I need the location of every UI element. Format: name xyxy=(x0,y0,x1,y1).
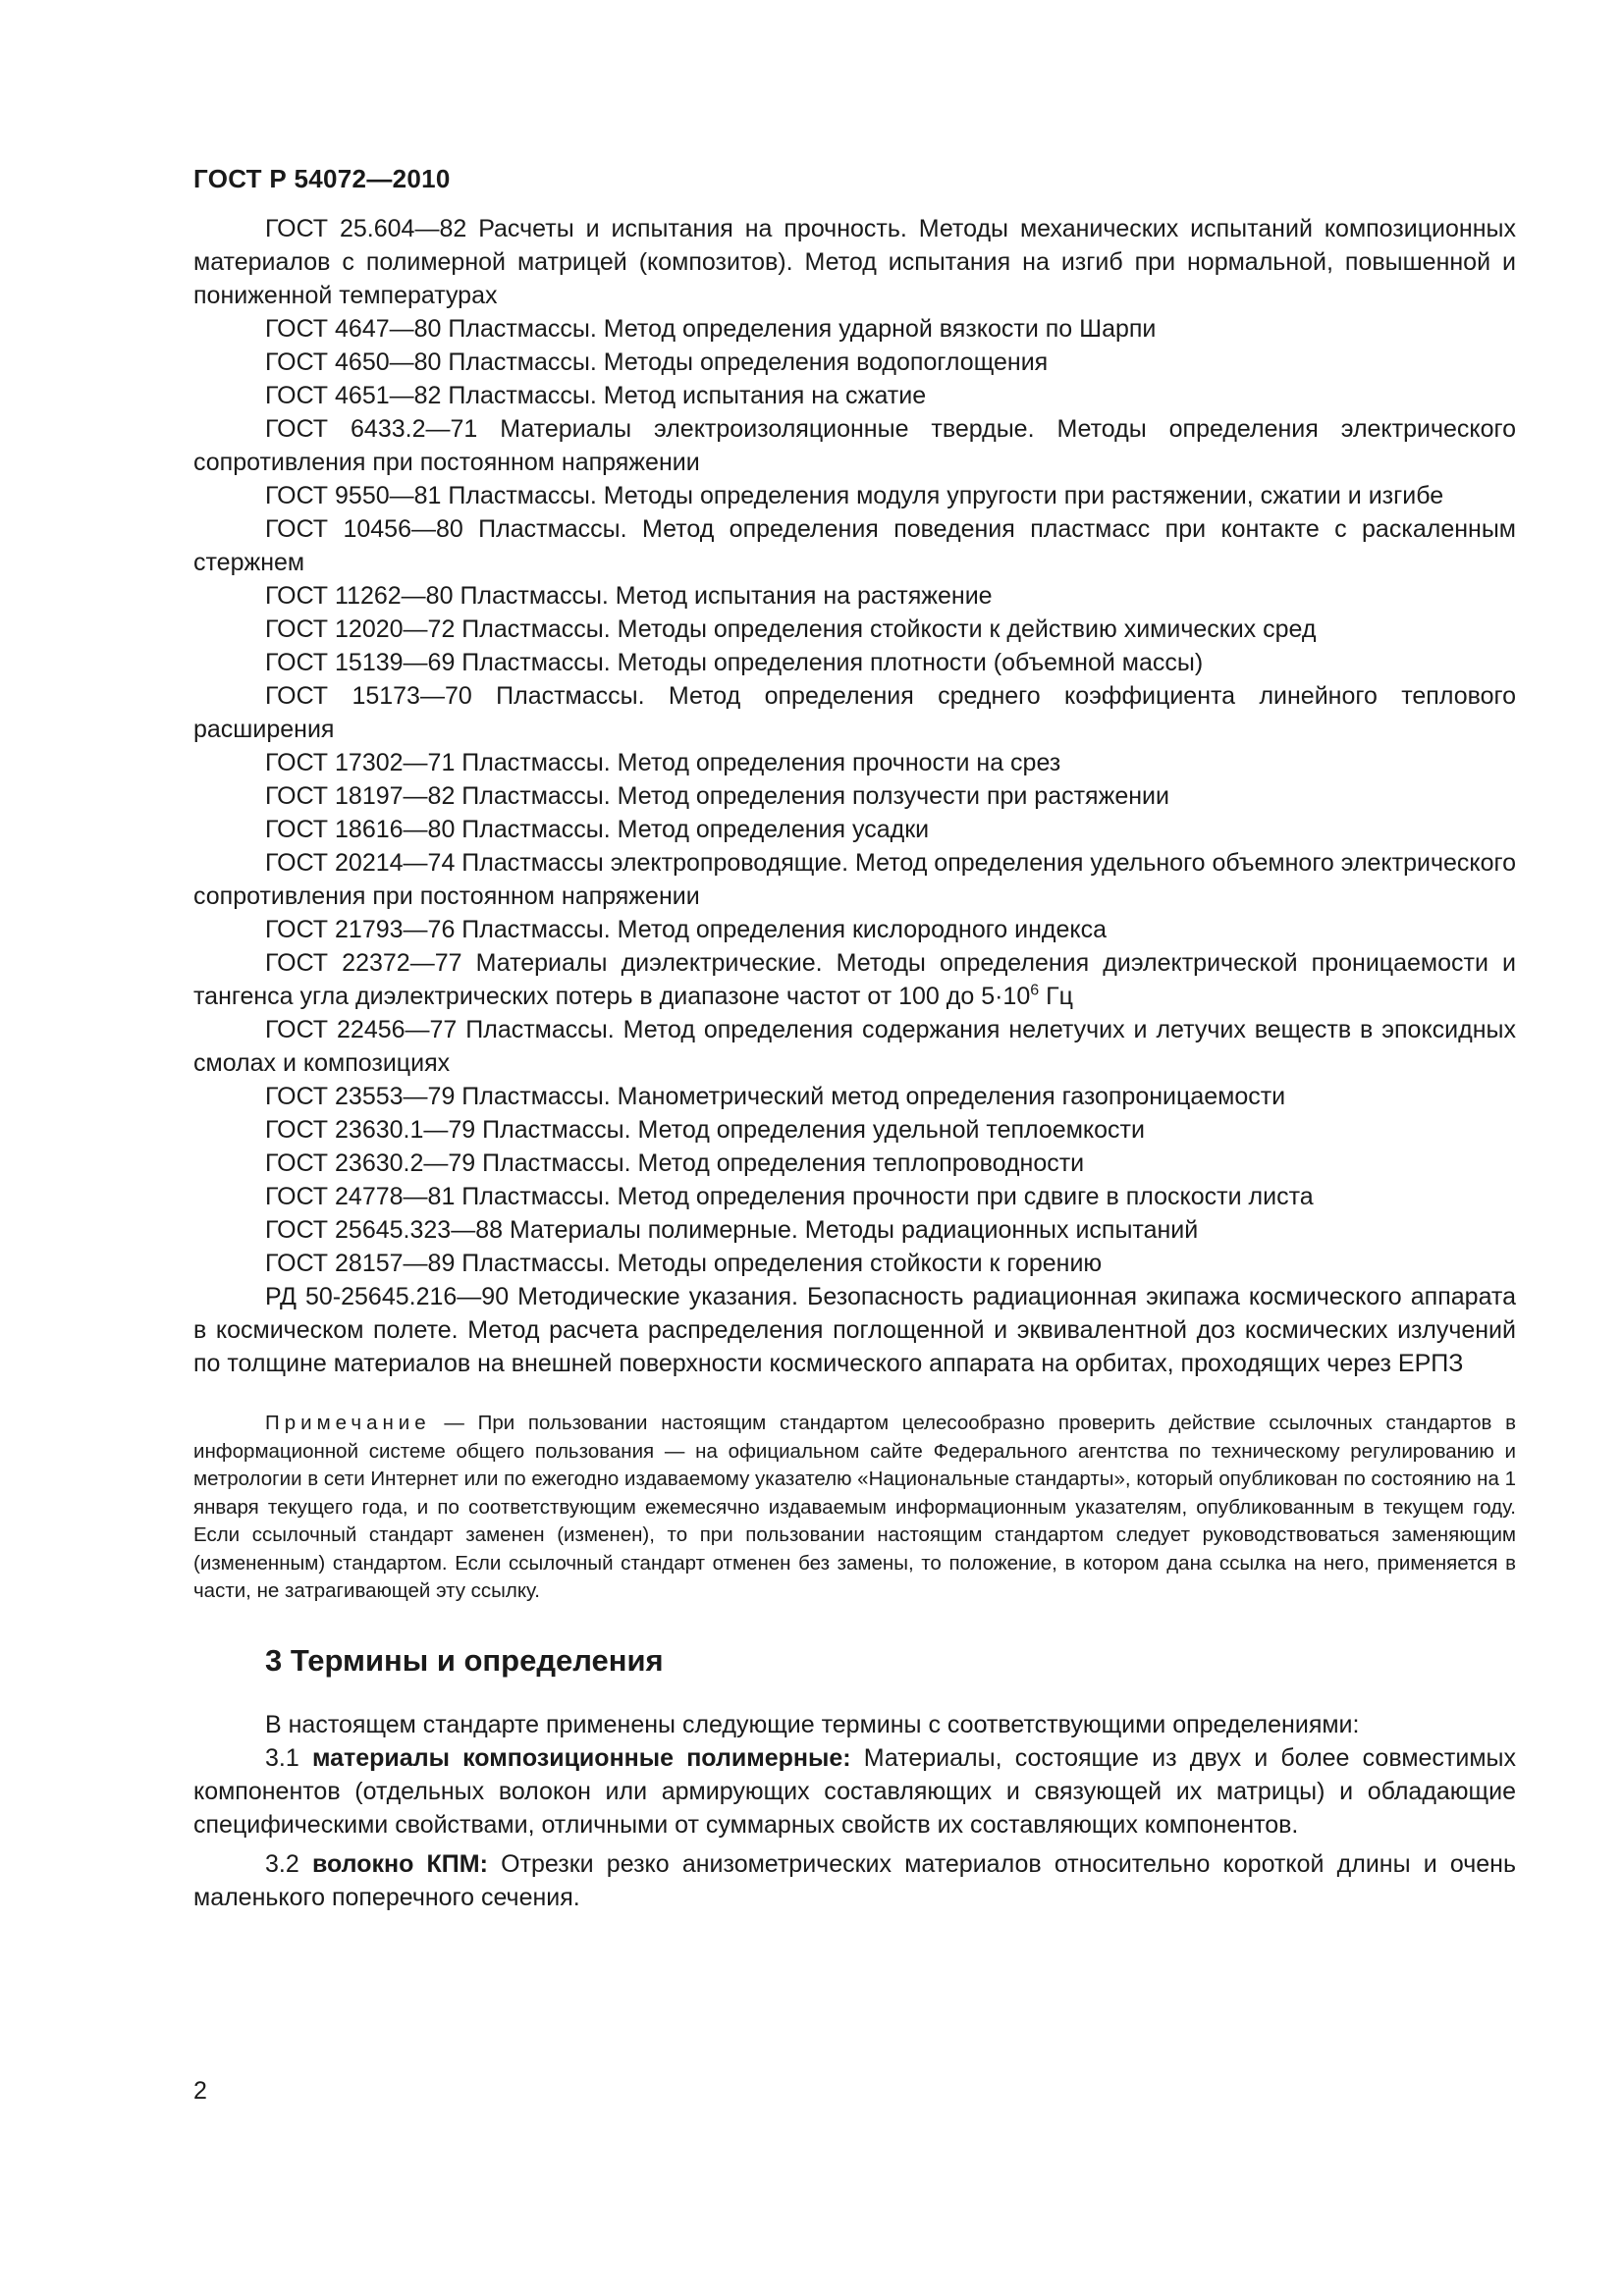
note-text: — При пользовании настоящим стандартом целесообразно проверить действие ссылочных стандартов в информационной системе общего пользования — на официальном сайте Федерального агентства по техническому регулированию и метрологии в сети Интернет или по ежегодно издаваемому указателю «Национальные стандарты», который опубликован по состоянию на 1 января текущего года, и по соответствующим ежемесячно издаваемым информационным указателям, опубликованным в текущем году. Если ссылочный стандарт заменен (изменен), то при пользовании настоящим стандартом следует руководствоваться заменяющим (измененным) стандартом. Если ссылочный стандарт отменен без замены, то положение, в котором дана ссылка на него, применяется в части, не затрагивающей эту ссылку. xyxy=(193,1412,1516,1602)
reference-item: ГОСТ 6433.2—71 Материалы электроизоляционные твердые. Методы определения электрического сопротивления при постоянном напряжении xyxy=(193,415,1516,476)
section-heading: 3 Термины и определения xyxy=(265,1642,664,1678)
reference-item: ГОСТ 24778—81 Пластмассы. Метод определения прочности при сдвиге в плоскости листа xyxy=(265,1183,1314,1210)
page-content xyxy=(193,212,1516,1914)
reference-unit: Гц xyxy=(1039,983,1073,1010)
reference-item: ГОСТ 11262—80 Пластмассы. Метод испытания на растяжение xyxy=(265,582,993,610)
reference-item: ГОСТ 18616—80 Пластмассы. Метод определения усадки xyxy=(265,816,930,843)
term-definition xyxy=(193,1847,1516,1914)
reference-item: ГОСТ 10456—80 Пластмассы. Метод определения поведения пластмасс при контакте с раскаленным стержнем xyxy=(193,515,1516,576)
reference-item: ГОСТ 4651—82 Пластмассы. Метод испытания на сжатие xyxy=(265,382,927,409)
reference-item: РД 50-25645.216—90 Методические указания. Безопасность радиационная экипажа космического аппарата в космическом полете. Метод расчета распределения поглощенной и эквивалентной доз космических излучений по толщине материалов на внешней поверхности космического аппарата на орбитах, проходящих через ЕРПЗ xyxy=(193,1283,1516,1377)
reference-item: ГОСТ 18197—82 Пластмассы. Метод определения ползучести при растяжении xyxy=(265,782,1169,810)
reference-item: ГОСТ 21793—76 Пластмассы. Метод определения кислородного индекса xyxy=(265,916,1108,943)
reference-item: ГОСТ 17302—71 Пластмассы. Метод определения прочности на срез xyxy=(265,749,1061,776)
term-number: 3.2 xyxy=(265,1849,312,1878)
note-paragraph xyxy=(193,1410,1516,1606)
term-name: материалы композиционные полимерные: xyxy=(311,1743,851,1772)
reference-item: ГОСТ 28157—89 Пластмассы. Методы определения стойкости к горению xyxy=(265,1250,1103,1277)
reference-item: ГОСТ 25645.323—88 Материалы полимерные. Методы радиационных испытаний xyxy=(265,1216,1199,1244)
reference-item: ГОСТ 4647—80 Пластмассы. Метод определения ударной вязкости по Шарпи xyxy=(265,315,1157,343)
term-text: Отрезки резко анизометрических материалов относительно короткой длины и очень маленького поперечного сечения. xyxy=(193,1849,1517,1911)
reference-item: ГОСТ 25.604—82 Расчеты и испытания на прочность. Методы механических испытаний композиционных материалов с полимерной матрицей (композитов). Метод испытания на изгиб при нормальной, повышенной и пониженной температурах xyxy=(193,215,1516,309)
reference-item: ГОСТ 9550—81 Пластмассы. Методы определения модуля упругости при растяжении, сжатии и изгибе xyxy=(265,482,1444,509)
section-intro: В настоящем стандарте применены следующие термины с соответствующими определениями: xyxy=(265,1710,1360,1738)
reference-item: ГОСТ 12020—72 Пластмассы. Методы определения стойкости к действию химических сред xyxy=(265,615,1317,643)
reference-item: ГОСТ 22456—77 Пластмассы. Метод определения содержания нелетучих и летучих веществ в эпоксидных смолах и композициях xyxy=(193,1016,1516,1077)
term-definition xyxy=(193,1741,1516,1842)
term-name: волокно КПМ: xyxy=(311,1849,488,1878)
reference-item: ГОСТ 15139—69 Пластмассы. Методы определения плотности (объемной массы) xyxy=(265,649,1204,676)
term-number: 3.1 xyxy=(265,1743,312,1772)
reference-item: ГОСТ 23630.2—79 Пластмассы. Метод определения теплопроводности xyxy=(265,1149,1085,1177)
note-label: Примечание xyxy=(265,1412,431,1434)
reference-item-22372 xyxy=(193,946,1516,1013)
document-header: ГОСТ Р 54072—2010 xyxy=(193,164,451,193)
reference-item: ГОСТ 15173—70 Пластмассы. Метод определения среднего коэффициента линейного теплового расширения xyxy=(193,682,1516,743)
reference-item: ГОСТ 4650—80 Пластмассы. Методы определения водопоглощения xyxy=(265,348,1049,376)
reference-item: ГОСТ 23553—79 Пластмассы. Манометрический метод определения газопроницаемости xyxy=(265,1083,1286,1110)
reference-item: ГОСТ 23630.1—79 Пластмассы. Метод определения удельной теплоемкости xyxy=(265,1116,1145,1144)
reference-exponent: 6 xyxy=(1030,982,1040,999)
page-number: 2 xyxy=(193,2077,207,2105)
term-text: Материалы, состоящие из двух и более совместимых компонентов (отдельных волокон или армирующих составляющих и связующей их матрицы) и обладающие специфическими свойствами, отличными от суммарных свойств их составляющих компонентов. xyxy=(193,1743,1516,1839)
reference-text: ГОСТ 22372—77 Материалы диэлектрические. Методы определения диэлектрической проницаемости и тангенса угла диэлектрических потерь в диапазоне частот от 100 до 5·10 xyxy=(193,949,1516,1010)
reference-item: ГОСТ 20214—74 Пластмассы электропроводящие. Метод определения удельного объемного электрического сопротивления при постоянном напряжении xyxy=(193,849,1516,910)
